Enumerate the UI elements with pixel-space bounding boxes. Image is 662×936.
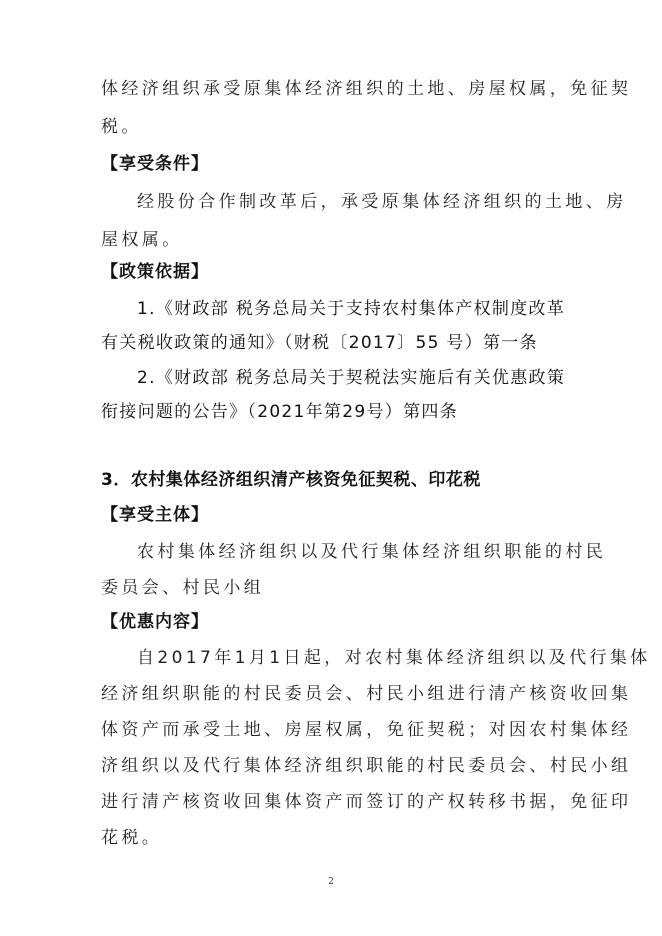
policy-reference-2-line1: 2.《财政部 税务总局关于契税法实施后有关优惠政策 [137, 368, 566, 388]
paragraph-line: 经济组织职能的村民委员会、村民小组进行清产核资收回集 [101, 684, 632, 704]
policy-reference-1-line2: 有关税收政策的通知》（财税〔2017〕55 号）第一条 [101, 333, 538, 353]
paragraph-line: 委员会、村民小组 [101, 578, 265, 598]
paragraph-line: 体资产而承受土地、房屋权属，免征契税；对因农村集体经 [101, 720, 632, 740]
section-heading-subject: 【享受主体】 [101, 505, 209, 525]
section-heading-content: 【优惠内容】 [101, 612, 209, 632]
paragraph-line: 屋权属。 [101, 230, 183, 250]
paragraph-line: 体经济组织承受原集体经济组织的土地、房屋权属，免征契 [101, 79, 632, 99]
page-number: 2 [328, 877, 334, 887]
paragraph-line: 经股份合作制改革后，承受原集体经济组织的土地、房 [137, 192, 627, 212]
paragraph-line: 济组织以及代行集体经济组织职能的村民委员会、村民小组 [101, 756, 632, 776]
paragraph-line: 税。 [101, 117, 142, 137]
policy-reference-1-line1: 1.《财政部 税务总局关于支持农村集体产权制度改革 [137, 299, 566, 319]
paragraph-line: 农村集体经济组织以及代行集体经济组织职能的村民 [137, 542, 607, 562]
paragraph-line: 自2017年1月1日起，对农村集体经济组织以及代行集体 [137, 648, 651, 668]
section-heading-conditions: 【享受条件】 [101, 154, 209, 174]
paragraph-line: 进行清产核资收回集体资产而签订的产权转移书据，免征印 [101, 792, 632, 812]
paragraph-line: 花税。 [101, 828, 163, 848]
section-heading-basis: 【政策依据】 [101, 262, 209, 282]
section-title: 3．农村集体经济组织清产核资免征契税、印花税 [101, 470, 481, 490]
policy-reference-2-line2: 衔接问题的公告》（2021年第29号）第四条 [101, 402, 458, 422]
